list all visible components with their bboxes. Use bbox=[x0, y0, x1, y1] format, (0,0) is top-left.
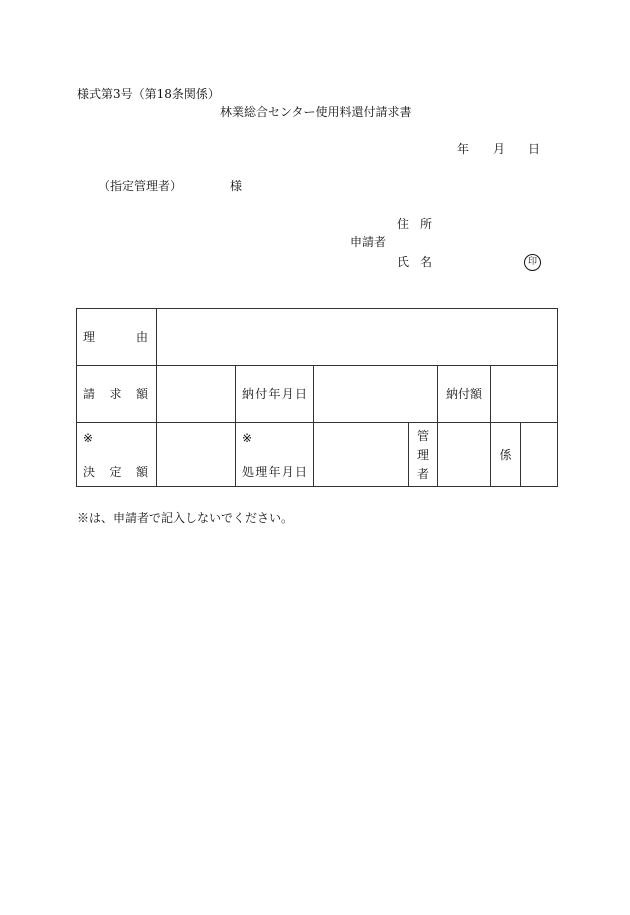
processing-date-label-cell bbox=[236, 423, 314, 487]
reason-label-cell bbox=[77, 309, 157, 366]
payment-amount-field[interactable] bbox=[491, 366, 558, 423]
reason-label-2: 由 bbox=[135, 330, 148, 344]
claim-amount-label-3: 額 bbox=[135, 387, 148, 401]
processing-date-label-4: 月 bbox=[281, 464, 294, 479]
payment-date-label-5: 日 bbox=[294, 387, 307, 401]
reason-row bbox=[77, 309, 558, 366]
processing-date-label-2: 理 bbox=[255, 464, 268, 479]
payment-date-label-cell bbox=[236, 366, 314, 423]
footnote: ※は、申請者で記入しないでください。 bbox=[77, 511, 294, 525]
claim-amount-field[interactable] bbox=[157, 366, 236, 423]
address-label-2: 所 bbox=[420, 217, 433, 231]
form-title: 林業総合センター使用料還付請求書 bbox=[220, 105, 412, 119]
processing-date-label-1: 処 bbox=[242, 464, 255, 479]
decided-amount-label-3: 額 bbox=[135, 464, 148, 479]
addressee-honorific: 様 bbox=[230, 179, 243, 193]
date-month: 月 bbox=[493, 142, 506, 156]
claim-row bbox=[77, 366, 558, 423]
payment-date-label-3: 年 bbox=[268, 387, 281, 401]
decided-asterisk: ※ bbox=[83, 430, 94, 445]
name-label-2: 名 bbox=[420, 255, 433, 269]
official-row bbox=[77, 423, 558, 487]
clerk-label: 係 bbox=[491, 423, 521, 487]
claim-amount-label-2: 求 bbox=[109, 387, 122, 401]
processing-date-field[interactable] bbox=[314, 423, 409, 487]
reason-field[interactable] bbox=[157, 309, 558, 366]
manager-label-1: 管 bbox=[416, 428, 429, 443]
address-label-1: 住 bbox=[397, 217, 410, 231]
decided-amount-label-cell bbox=[77, 423, 157, 487]
claim-amount-label-1: 請 bbox=[83, 387, 96, 401]
manager-stamp-field[interactable] bbox=[438, 423, 491, 487]
decided-amount-label-2: 定 bbox=[109, 464, 122, 479]
addressee-name: （指定管理者） bbox=[98, 179, 183, 193]
form-number: 様式第3号（第18条関係） bbox=[77, 87, 220, 101]
payment-date-label-1: 納 bbox=[242, 387, 255, 401]
manager-label-3: 者 bbox=[416, 466, 429, 481]
seal-mark: 印 bbox=[524, 254, 541, 271]
reason-label-1: 理 bbox=[83, 330, 96, 344]
date-year: 年 bbox=[457, 142, 470, 156]
manager-label-cell bbox=[409, 423, 438, 487]
decided-amount-field[interactable] bbox=[157, 423, 236, 487]
payment-date-label-2: 付 bbox=[255, 387, 268, 401]
processing-asterisk: ※ bbox=[242, 430, 253, 445]
request-table bbox=[76, 308, 558, 487]
payment-date-field[interactable] bbox=[314, 366, 438, 423]
payment-date-label-4: 月 bbox=[281, 387, 294, 401]
processing-date-label-5: 日 bbox=[294, 464, 307, 479]
clerk-stamp-field[interactable] bbox=[521, 423, 558, 487]
date-day: 日 bbox=[528, 142, 541, 156]
claim-amount-label-cell bbox=[77, 366, 157, 423]
decided-amount-label-1: 決 bbox=[83, 464, 96, 479]
name-label-1: 氏 bbox=[397, 255, 410, 269]
processing-date-label-3: 年 bbox=[268, 464, 281, 479]
payment-amount-label: 納付額 bbox=[438, 366, 491, 423]
manager-label-2: 理 bbox=[416, 447, 429, 462]
applicant-label: 申請者 bbox=[350, 235, 387, 249]
